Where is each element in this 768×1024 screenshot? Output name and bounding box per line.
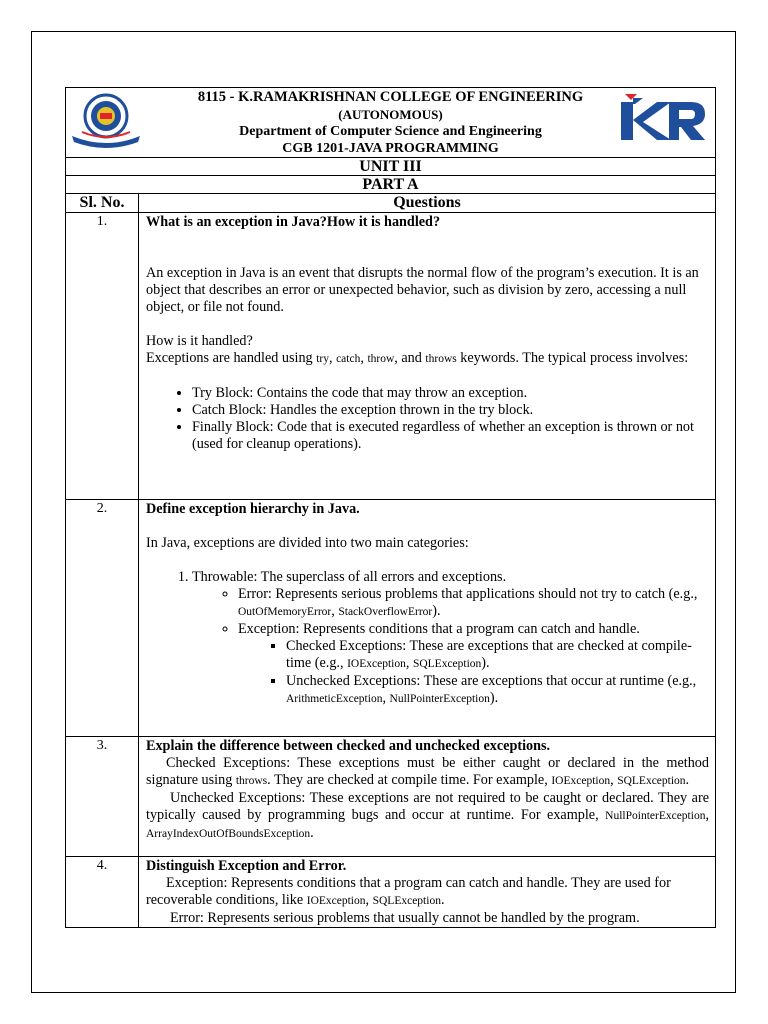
answer-paragraph	[146, 790, 709, 843]
question-cell	[139, 213, 716, 500]
text-run: ,	[365, 892, 373, 908]
text-run: ,	[328, 350, 337, 366]
text-run: ,	[382, 690, 390, 706]
text-run: Exception: Represents conditions that a program can catch and handle.	[238, 621, 640, 637]
text-run: ,	[405, 655, 413, 671]
text-run: keywords. The typical process involves:	[456, 350, 689, 366]
col-header-questions: Questions	[139, 194, 716, 213]
department-name: Department of Computer Science and Engineering	[239, 124, 542, 139]
autonomous-label: (AUTONOMOUS)	[338, 107, 443, 122]
text-run: ).	[432, 603, 441, 619]
question-cell	[139, 500, 716, 737]
list-item	[238, 586, 709, 621]
question-row-4	[66, 857, 716, 928]
question-text: Define exception hierarchy in Java.	[146, 501, 360, 517]
text-run: , and	[394, 350, 426, 366]
answer-paragraph: An exception in Java is an event that disrupts the normal flow of the program’s execution. It is an object that describes an error or unexpected behavior, such as division by zero, accessing a null object, or file not found.	[146, 265, 699, 315]
text-run: . They are checked at compile time. For example,	[267, 772, 552, 788]
code-term: ArrayIndexOutOfBoundsException	[146, 828, 311, 840]
answer-subtitle: How is it handled?	[146, 333, 253, 349]
text-run: Unchecked Exceptions: These exceptions are not required to be caught or declared. They are typically caused by programming bugs and occur at runtime. For example,	[146, 790, 709, 823]
question-text: What is an exception in Java?How it is handled?	[146, 214, 441, 230]
text-run: ).	[489, 690, 499, 706]
code-term: SQLException	[412, 658, 482, 670]
text-run: Exception: Represents conditions that a program can catch and handle. They are used for recoverable conditions, like	[146, 875, 671, 908]
text-run: .	[310, 825, 314, 841]
code-term: IOException	[306, 895, 366, 907]
list-item	[286, 673, 709, 708]
code-term: IOException	[347, 658, 406, 670]
list-item: • Try Block: Contains the code that may throw an exception.	[192, 385, 709, 402]
text-run: ,	[610, 772, 618, 788]
course-name: CGB 1201-JAVA PROGRAMMING	[282, 141, 499, 156]
college-emblem-icon	[70, 92, 142, 150]
unit-row	[66, 158, 716, 176]
text-run: ).	[481, 655, 490, 671]
sub-list	[192, 586, 709, 708]
answer-paragraph: In Java, exceptions are divided into two main categories:	[146, 535, 469, 551]
header-cell	[66, 88, 716, 158]
question-table	[65, 87, 716, 928]
code-term: OutOfMemoryError	[238, 606, 332, 618]
question-text: Distinguish Exception and Error.	[146, 858, 347, 874]
text-run: .	[685, 772, 690, 788]
list-item: • Finally Block: Code that is executed regardless of whether an exception is thrown or not (used for cleanup operations).	[192, 419, 709, 453]
text-run: ,	[360, 350, 368, 366]
answer-paragraph: Error: Represents serious problems that usually cannot be handled by the program.	[170, 910, 640, 926]
text-run: Checked Exceptions: These exceptions must be either caught or declared in the method signature using	[146, 755, 709, 788]
list-item	[238, 621, 709, 708]
question-row-3	[66, 737, 716, 857]
keyword-throws: throws	[425, 353, 457, 365]
code-term: NullPointerException	[605, 810, 706, 822]
keyword-try: try	[316, 353, 329, 365]
question-text: Explain the difference between checked and unchecked exceptions.	[146, 738, 551, 754]
part-row	[66, 176, 716, 194]
col-header-sl: Sl. No.	[66, 194, 139, 213]
part-title: PART A	[66, 176, 716, 194]
text-run: ,	[331, 603, 339, 619]
answer-paragraph	[146, 350, 709, 368]
question-row-1	[66, 213, 716, 500]
sl-number: 4.	[66, 857, 139, 928]
college-name: 8115 - K.RAMAKRISHNAN COLLEGE OF ENGINEERING	[197, 89, 584, 105]
code-term: throws	[235, 775, 268, 787]
text-run: Error: Represents serious problems that applications should not try to catch (e.g.,	[238, 586, 698, 602]
sl-number: 3.	[66, 737, 139, 857]
text-run: Exceptions are handled using	[146, 350, 317, 366]
sl-number: 1.	[66, 213, 139, 500]
code-term: ArithmeticException	[286, 693, 383, 705]
code-term: SQLException	[617, 775, 686, 787]
text-run: ,	[705, 807, 709, 823]
keyword-throw: throw	[367, 353, 395, 365]
bullet-list	[146, 385, 709, 453]
question-row-2	[66, 500, 716, 737]
text-run: .	[440, 892, 445, 908]
list-item	[286, 638, 709, 673]
numbered-list	[146, 569, 709, 708]
code-term: IOException	[551, 775, 611, 787]
list-item	[192, 569, 709, 708]
answer-paragraph	[146, 875, 709, 910]
column-header-row	[66, 194, 716, 213]
text-run: Checked Exceptions: These are exceptions that are checked at compile-time (e.g.,	[286, 638, 692, 671]
list-item: • Catch Block: Handles the exception thrown in the try block.	[192, 402, 709, 419]
kr-logo-icon	[613, 94, 709, 144]
sub-sub-list	[238, 638, 709, 708]
question-cell	[139, 737, 716, 857]
question-cell	[139, 857, 716, 928]
code-term: StackOverflowError	[338, 606, 433, 618]
code-term: SQLException	[372, 895, 441, 907]
unit-title: UNIT III	[66, 158, 716, 176]
sl-number: 2.	[66, 500, 139, 737]
header-row	[66, 88, 716, 158]
answer-paragraph	[146, 755, 709, 790]
text-run: Throwable: The superclass of all errors and exceptions.	[192, 569, 507, 585]
code-term: NullPointerException	[389, 693, 490, 705]
text-run: Unchecked Exceptions: These are exceptions that occur at runtime (e.g.,	[286, 673, 697, 689]
keyword-catch: catch	[336, 353, 361, 365]
